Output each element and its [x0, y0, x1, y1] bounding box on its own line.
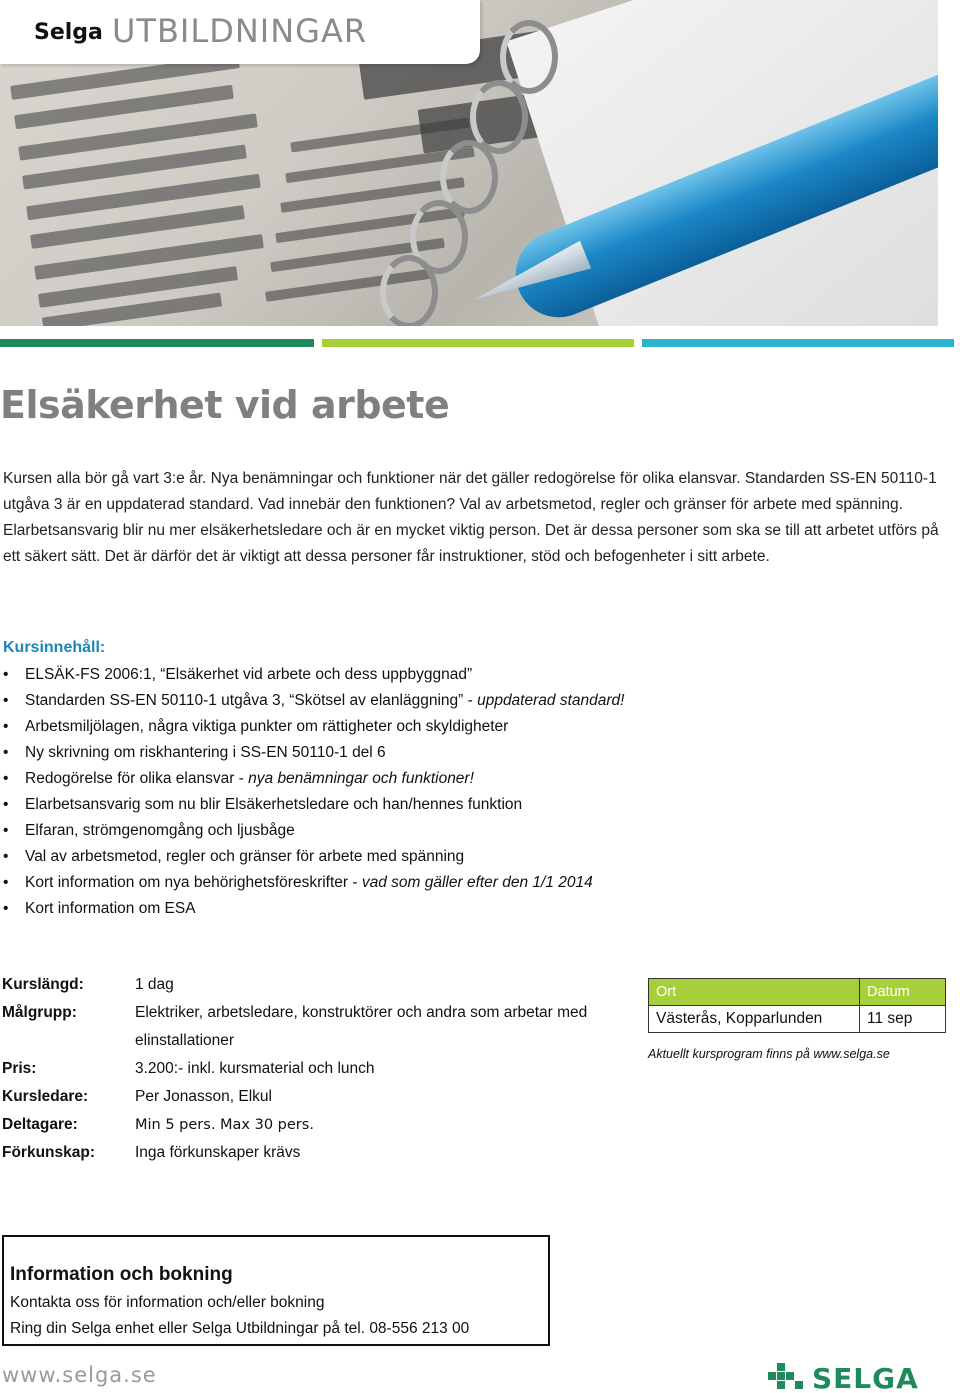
column-header-place: Ort — [649, 979, 860, 1006]
color-stripe-lime — [322, 339, 634, 347]
info-title: Information och bokning — [10, 1264, 233, 1285]
info-contact: Ring din Selga enhet eller Selga Utbildningar på tel. 08-556 213 00 — [10, 1320, 470, 1337]
list-item: • Kort information om ESA — [3, 900, 196, 917]
list-item: • Redogörelse för olika elansvar - nya benämningar och funktioner! — [3, 770, 474, 787]
detail-label: Deltagare: — [2, 1116, 78, 1133]
info-text: Kontakta oss för information och/eller bokning — [10, 1294, 325, 1311]
list-item: • Arbetsmiljölagen, några viktiga punkter om rättigheter och skyldigheter — [3, 718, 509, 735]
cell-place: Västerås, Kopparlunden — [649, 1006, 860, 1033]
list-item: • Ny skrivning om riskhantering i SS-EN 50110-1 del 6 — [3, 744, 386, 761]
detail-label: Kursledare: — [2, 1088, 89, 1105]
list-item: • Standarden SS-EN 50110-1 utgåva 3, “Skötsel av elanläggning” - uppdaterad standard! — [3, 692, 625, 709]
logo-wordmark: SELGA — [812, 1362, 919, 1390]
color-stripe-green — [0, 339, 314, 347]
list-item: • Kort information om nya behörighetsföreskrifter - vad som gäller efter den 1/1 2014 — [3, 874, 593, 891]
brand-subtitle: UTBILDNINGAR — [112, 12, 368, 50]
detail-label: Målgrupp: — [2, 1004, 77, 1021]
cell-date: 11 sep — [860, 1006, 946, 1033]
schedule-note: Aktuellt kursprogram finns på www.selga.se — [648, 1047, 890, 1061]
list-item: • Elarbetsansvarig som nu blir Elsäkerhetsledare och han/hennes funktion — [3, 796, 523, 813]
detail-value: Elektriker, arbetsledare, konstruktörer och andra som arbetar med elinstallationer — [135, 1004, 588, 1049]
table-row — [649, 1006, 946, 1033]
content-heading: Kursinnehåll: — [3, 639, 106, 656]
selga-logo — [768, 1362, 958, 1390]
content-list — [3, 662, 943, 922]
list-item: • Elfaran, strömgenomgång och ljusbåge — [3, 822, 295, 839]
brand-name: Selga — [34, 20, 103, 45]
header-tab — [0, 0, 480, 64]
list-item: • Val av arbetsmetod, regler och gränser för arbete med spänning — [3, 848, 465, 865]
detail-value: 3.200:- inkl. kursmaterial och lunch — [135, 1060, 375, 1077]
info-box — [2, 1235, 550, 1346]
detail-value: Min 5 pers. Max 30 pers. — [135, 1117, 314, 1133]
color-stripe-cyan — [642, 339, 954, 347]
column-header-date: Datum — [860, 979, 946, 1006]
detail-label: Kurslängd: — [2, 976, 84, 993]
list-item: • ELSÄK-FS 2006:1, “Elsäkerhet vid arbete och dess uppbyggnad” — [3, 666, 473, 683]
detail-label: Pris: — [2, 1060, 37, 1077]
page-title: Elsäkerhet vid arbete — [0, 383, 450, 427]
website-link[interactable]: www.selga.se — [2, 1363, 157, 1387]
detail-label: Förkunskap: — [2, 1144, 96, 1161]
detail-value: Per Jonasson, Elkul — [135, 1088, 272, 1105]
detail-value: Inga förkunskaper krävs — [135, 1144, 301, 1161]
detail-value: 1 dag — [135, 976, 174, 993]
schedule-table — [648, 978, 946, 1033]
course-intro: Kursen alla bör gå vart 3:e år. Nya benämningar och funktioner när det gäller redogörelse för olika elansvar. Standarden SS-EN 50110-1 utgåva 3 är en uppdaterad standard. Vad innebär den funktionen? Val av arbetsmetod, regler och gränser för arbete med spänning. Elarbetsansvarig blir nu mer elsäkerhetsledare och är en mycket viktig person. Det är dessa personer som ska se till att arbetet utförs på ett säkert sätt. Det är därför det är viktigt att dessa personer får instruktioner, stöd och befogenheter i sitt arbete. — [3, 470, 939, 565]
table-header-row — [649, 979, 946, 1006]
